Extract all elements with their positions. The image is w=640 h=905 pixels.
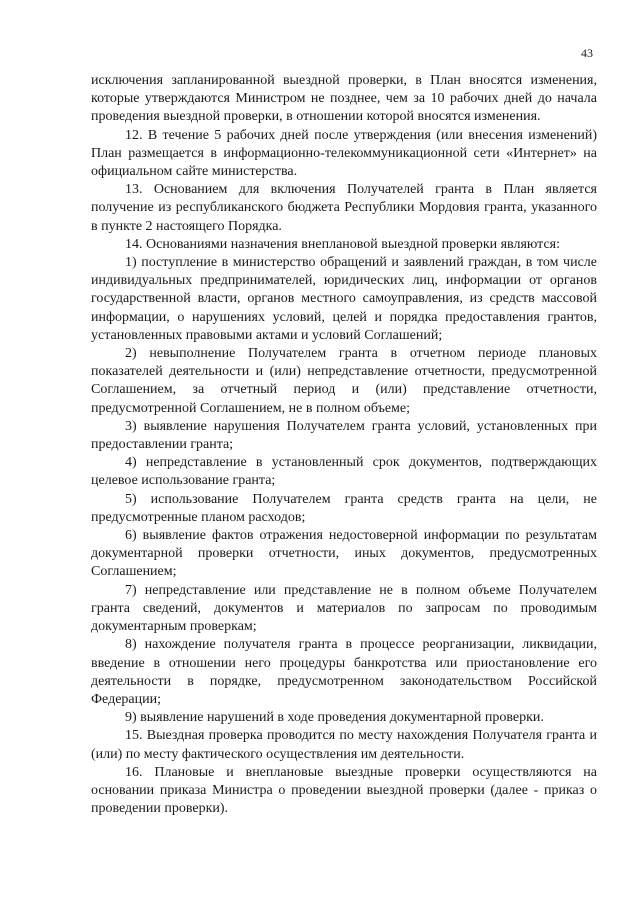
list-item-9: 9) выявление нарушений в ходе проведения документарной проверки. [125,710,544,726]
list-item-1: 1) поступление в министерство обращений и заявлений граждан, в том числе индивидуальных предпринимателей, юридических лиц, информации от органов государственной власти, органов местного самоуправления, из средств массовой информации, о нарушениях условий, целей и порядка предоставления грантов, установленных правовыми актами и условий Соглашений; [91,255,597,343]
document-body [91,72,597,818]
list-item-3: 3) выявление нарушения Получателем гранта условий, установленных при предоставлении гранта; [91,418,597,453]
list-item-8: 8) нахождение получателя гранта в процессе реорганизации, ликвидации, введение в отношении него процедуры банкротства или приостановление его деятельности в порядке, предусмотренном законодательством Российской Федерации; [91,637,597,707]
list-item-4: 4) непредставление в установленный срок документов, подтверждающих целевое использование гранта; [91,455,597,489]
paragraph-16: 16. Плановые и внеплановые выездные проверки осуществляются на основании приказа Министра о проведении выездной проверки (далее - приказ о проведении проверки). [91,764,597,817]
paragraph-13: 13. Основанием для включения Получателей гранта в План является получение из республиканского бюджета Республики Мордовия гранта, указанного в пункте 2 настоящего Порядка. [91,182,597,234]
list-item-2: 2) невыполнение Получателем гранта в отчетном периоде плановых показателей деятельности и (или) непредставление отчетности, предусмотренной Соглашением, за отчетный период и (или) представление отчетности, предусмотренной Соглашением, не в полном объеме; [91,346,597,416]
list-item-5: 5) использование Получателем гранта средств гранта на цели, не предусмотренные планом расходов; [91,491,597,525]
list-item-7: 7) непредставление или представление не в полном объеме Получателем гранта сведений, документов и материалов по запросам по проводимым документарным проверкам; [91,582,597,635]
paragraph-14: 14. Основаниями назначения внеплановой выездной проверки являются: [125,236,561,252]
paragraph-15: 15. Выездная проверка проводится по месту нахождения Получателя гранта и (или) по месту фактического осуществления им деятельности. [91,728,597,762]
list-item-6: 6) выявление фактов отражения недостоверной информации по результатам документарной проверки отчетности, иных документов, предусмотренных Соглашением; [91,528,597,580]
paragraph-12: 12. В течение 5 рабочих дней после утверждения (или внесения изменений) План размещается в информационно-телекоммуникационной сети «Интернет» на официальном сайте министерства. [91,127,597,180]
page-number: 43 [581,46,593,60]
paragraph-continuation: исключения запланированной выездной проверки, в План вносятся изменения, которые утверждаются Министром не позднее, чем за 10 рабочих дней до начала проведения выездной проверки, в отношении которой вносятся изменения. [91,73,597,125]
